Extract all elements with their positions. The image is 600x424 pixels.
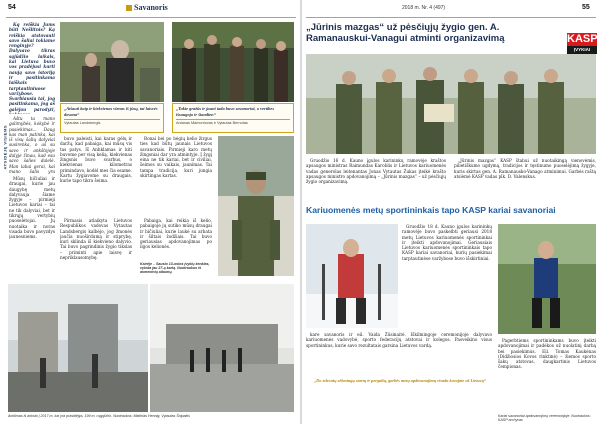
col3-text: Bonai bei po bėgių kelio žirgus ties kad būtų jaunais Lietuvos savanoriais. Pirmieji karo metų žingsniai dar yra atmintyje. Į žygį eina ne tik kariai, bet ir civiliai, šeimos su vaikais, jaunimas. Tai tampa tradicija, kuri jungia skirtingas kartas.: [140, 136, 212, 179]
article2-col1: Gruodžio 18 d. Kauno įgulos karininkų ramovėje buvo paskelbti geriausi 2018 metų Lietuvos kariuomenės sportininkai ir įteikti apdovanojimai. Geriausiais Lietuvos kariuomenės sportininkais tapo KASP kariai savanoriai, kurių pasiekimai tarptautinėse varžybose buvo išskirtiniai.: [402, 224, 492, 261]
kasp-logo-top: KASP: [567, 33, 598, 45]
quote: „Do tolesnių sėkmingų startų ir pergalių, garbės metų apdovanojimų visada kovojate už Lietuvą“: [313, 378, 486, 383]
brand-mark-icon: [126, 5, 132, 11]
photo-street: [8, 284, 148, 412]
photo-landsbergis: [60, 22, 164, 102]
photo-savanoriai: [172, 22, 294, 102]
col2-body: Pirmasis atlaikyta Lietuvos Respublikos vadovas Vytautas Landsbergis kalbėjo, jog žmonės jaučia nuoširdumą ir stiprybę, kuri sklinda iš kiekvieno dalyvio. Tai buvo pagrindinis žygio tikslas – priminti apie laisvę ir nepriklausomybę.: [60, 218, 132, 261]
photo-column: [150, 284, 294, 412]
headline2: Kariuomenės metų sportininkais tapo KASP kariai savanoriai: [306, 205, 556, 215]
right-page-number: 55: [582, 4, 590, 11]
article2-body: kare savanoris ir eil. Vaida Žūsinaitė. Iškilmingoje ceremonijoje dalyvavo kariuomenės vadovybė, sporto federacijų atstovai ir kolegos. Pasveikino visus sportininkus, kurie savo rezultatais garsina Lietuvos vardą.: [306, 332, 492, 348]
kasp-logo: [567, 33, 597, 55]
col1-text: Aštu ta mano galimybės, kokybė ir pasiekimas... Daug kas man patinka, kai iš visų šalių dalyviai susirenka, o aš su savo ir ankštojoje dalyje žinau, kad esu savo šalies dalelė. Man labai gerai, kai mano šalis yra: [9, 116, 55, 174]
left-header-rule: [6, 17, 296, 18]
brand-logo: [126, 3, 168, 12]
right-header-rule: [306, 17, 596, 18]
photo2-caption: „Tokie gražūs ir jauni tada buvo savanoriai, o vertibes išsaugojo ir šiandien“ Antanas Mamontovas ir Vytautas Bernotas: [172, 103, 294, 133]
side-label: ATSIDĖJĘ VISIEMS: [2, 124, 8, 170]
issue-label: 2018 m. Nr. 4 (497): [402, 5, 446, 11]
article1-col1: Gruodžio 16 d. Kauno įgulos karininkų ramovėje kraštos apsaugos ministras Raimundas Karoblis ir Lietuvos kariuomenės vadas generolas leitenantas Jonas Vytautas Žukas įteikė krašto apsaugos ministro apdovanojimą – „Jūrinis mazgas“ – už pėsčiųjų žygio organizavimą.: [306, 158, 446, 185]
bottom-caption: Anklimas iš anksto į 2017 m. kai yra prasidėjęs, 199 m. rugpjūčio. Nuotraukos: Matthias Hennig, Vytautas Šnipaitis: [8, 414, 190, 418]
photo1-caption: „Atšauti kaip ir kiekvienas vienas iš jūsų, tai laisvės dovana“ Vytautas Landsbergis: [60, 103, 164, 133]
headline: „Jūrinis mazgas“ už pėsčiųjų žygio gen. A. Ramanauskui-Vanagui atminti organizavimą: [306, 22, 505, 44]
brand-name: Savanoris: [134, 3, 168, 12]
photo-runner: [498, 224, 596, 334]
photo-award-group: [306, 54, 596, 154]
left-page-number: 54: [8, 4, 16, 11]
col3-body: Pabaiga, kai reikia iš kelio, pabaigoje jų sutiko mūsų draugai ir bičiuliai, kurie laukė su arbata ir šiltais žodžiais. Tai buvo geriausias apdovanojimas po ilgos kelionės.: [140, 218, 212, 250]
intro-text: Kq reiškia Jums būti Nešlitnis? Ką reiškia atstovauti savo šaliai tokiame renginyje? Dalyvavo tikras sąjūdžio laikais, kai Lietuva buvo vos pradėjusi kurti naują savo istoriją ir pasitinkama laiškais tarptautiniuose varžybose. Svarbiausia tai, jog pasitinkama, jog aš galėjau parodyti,: [9, 22, 55, 112]
photo-soldier-portrait: [218, 136, 294, 276]
article2-col2: Pagerbtiems sportininkams buvo įteikti apdovanojimai ir padėkos už nuolatinį darbą bei pasiekimus. Eil. Tomas Kaukėnas (Didžiosios Kovos rinktinė) – žiemos sporto šakų atstovas, daugkartinis Lietuvos čempionas.: [498, 338, 596, 370]
kasp-logo-bottom: ĮVYKIAI: [567, 46, 597, 54]
right-page: [302, 0, 600, 424]
col1-body: Mūsų bičiuliai ir draugai, kurie jau daugybę metų dalyvauja šiame žygyje – pirmieji Lietuvos kariai – tai ne tik dalyviai, bet ir tikrųjų vertybių puoselėtojai. Jų nuotaika ir noras visada buvo pavyzdys jaunesniems.: [9, 176, 55, 240]
photo3-caption: Kairėje – Sausio 13-osios įvykių ženklas, vyksta jau 27-ą kartą. Nuotraukos iš asmeninių albumų.: [140, 262, 210, 274]
article1-col2: „Jūrinis mazgas“ KASP štabui už nuotaikingą vienovėmis, pilietiškumo ugdymą, tradicijos ir tęstinumo puoselėjimą žygyje, kuris skirtas gen. A. Ramanausko-Vanago atminimui. Garbės raštą atsiėmė KASP vadas plk. D. Valenskus.: [454, 158, 596, 179]
photo-skier: [306, 224, 398, 328]
right-photo-caption: Kariai savanoriai apdovanojimų ceremonijoje. Nuotraukos: KASP archyvas: [498, 414, 591, 422]
col2-text: buvo paleisti, kai karas gėlų ir daržų, kad pabaiga, kai mūsų vis tas patys. Iš Anhklamas ir kiti buvome per visą kelią, kiekvienas žingsnis buvo svarbus, o kiekvienas kilometras primindavo, kodėl mes čia esame. Kartu žygiavome su draugais, kurie tapo tikra šeima.: [60, 136, 132, 184]
